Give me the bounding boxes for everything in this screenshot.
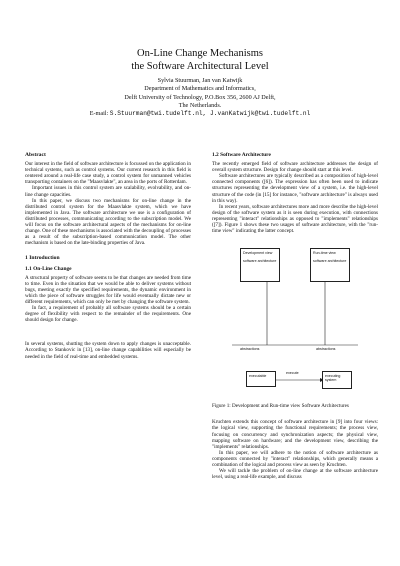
right-abstractions-label: abstractions: [316, 347, 336, 352]
abstract-paragraph-1: Our interest in the field of software architecture is focussed on the application in technical systems, such as control systems. Our current research in this field is centered around a real-life case study, a control system for unmanned vehicles transporting containers on the "Maasvlakte", an area in the ports of Rotterdam.: [25, 161, 191, 186]
paper-title: [0, 48, 400, 73]
arch-paragraph-5: In this paper, we will adhere to the notion of software architecture as components connected by "interact" relationships, which generally means a combination of the logical and process view as seen by Kruchten.: [212, 449, 378, 468]
abstract-heading: Abstract: [25, 152, 46, 158]
abstract-paragraph-3: In this paper, we discuss two mechanisms for on-line change in the distributed control system for the Maasvlakte system, which we have implemented in Java. The software architecture we use is a configuration of distributed processes, communicating according to the subscription model. We will focus on the software architectural aspects of the mechanisms for on-line change. One of these mechanisms is associated with the decoupling of processes as a result of the subscription-based communication model. The other mechanism is based on the late-binding properties of Java.: [25, 197, 191, 247]
intro-paragraph-3: In several systems, shutting the system down to apply changes is unacceptable. According to Stankovic in [13], on-line change capabilities will especially be needed in the field of real-time and embedded systems.: [25, 341, 191, 360]
title-line-1: On-Line Change Mechanisms: [137, 48, 263, 59]
section-heading-introduction: 1 Introduction: [25, 255, 60, 262]
arch-paragraph-2: Software architectures are typically described as a composition of high-level connected components ([6]). The expression has often been used to indicate structures representing the development view of a system, i.e. the high-level structure of the code (in [15] for instance, "software architecture" is always used in this way).: [212, 173, 378, 204]
email-addresses: S.Stuurman@twi.tudelft.nl, J.vanKatwijk@twi.tudelft.nl: [109, 110, 311, 118]
runtime-view-label: Run-time view: [313, 251, 336, 256]
subsection-heading-software-architecture: 1.2 Software Architecture: [212, 152, 271, 158]
affiliation-line-3: The Netherlands.: [178, 101, 222, 109]
subsection-heading-online-change: 1.1 On-Line Change: [25, 265, 72, 272]
title-line-2: the Software Architectural Level: [131, 60, 269, 72]
left-abstractions-label: abstractions: [240, 347, 260, 352]
figure-1-diagram: [212, 240, 378, 400]
affiliation-line-2: Delft University of Technology, P.O.Box 356, 2600 AJ Delft,: [124, 93, 276, 101]
intro-paragraph-2: In fact, a requirement of probably all software systems should be a certain degree of flexibility with respect to the remainder of the requirements. One should design for change.: [25, 305, 191, 324]
abstract-paragraph-2: Important issues in this control system are scalability, evolvability, and on-line change capacities.: [25, 185, 191, 198]
page-gap: [25, 323, 191, 341]
intro-paragraph-1: A structural property of software seems to be that changes are needed from time to time. Even in the situation that we would be able to deliver systems without bugs, meeting exactly the specified requirements, the dynamic environment in which the piece of software struggles for life would eventually dictate new or different requirements, which can only be met by changing the software system.: [25, 274, 191, 305]
arch-paragraph-6: We will tackle the problem of on-line change at the software architecture level, using a real-life example, and discuss: [212, 468, 378, 481]
figure-1-caption: Figure 1: Development and Run-time view Software Architectures: [212, 403, 349, 410]
arch-paragraph-3: In recent years, software architectures more and more describe the high-level design of the software system as it is seen during execution, with connections representing "interact" relationships as opposed to "implements" relationships ([7]). Figure 1 shows these two usages of software architecture, with the "run-time view" indicating the latter concept.: [212, 203, 378, 235]
executable-box: [246, 371, 276, 387]
development-view-box: [240, 248, 280, 282]
right-column: [212, 152, 378, 480]
email-line: [0, 110, 400, 118]
left-column: [25, 152, 191, 360]
figure-connectors: [212, 240, 378, 400]
execute-arrow-label: execute: [286, 371, 299, 376]
author-names: Sylvia Stuurman, Jan van Katwijk: [157, 77, 243, 84]
runtime-view-box: [310, 248, 350, 282]
author-block: [0, 77, 400, 118]
development-view-sublabel: software architecture: [243, 259, 277, 264]
affiliation-line-1: Department of Mathematics and Informatics,: [144, 85, 256, 93]
arch-paragraph-4: Kruchten extends this concept of software architecture in [9] into four views: the logical view, supporting the functional requirements; the process view, focusing on concurrency and synchronization aspects; the physical view, mapping software on hardware; and the development view, describing the "implements" relationships.: [212, 419, 378, 450]
executing-system-box: [322, 371, 352, 389]
email-prefix: E-mail:: [89, 110, 110, 118]
executable-label: executable: [249, 374, 267, 379]
runtime-view-sublabel: software architecture: [313, 259, 347, 264]
executing-system-label: executing system: [325, 374, 341, 383]
arch-paragraph-1: The recently emerged field of software architecture addresses the design of overall system structure. Design for change should start at this level.: [212, 161, 378, 174]
development-view-label: Development view: [243, 251, 273, 256]
